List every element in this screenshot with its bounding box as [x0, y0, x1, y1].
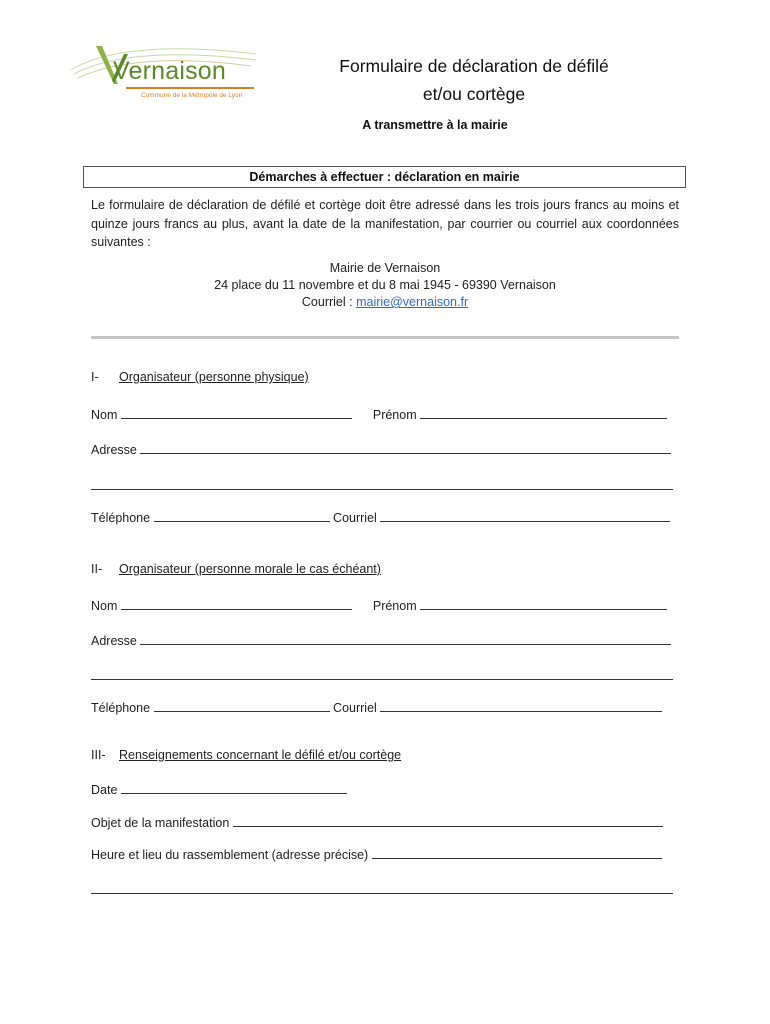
- title-line-2: et/ou cortège: [422, 84, 526, 104]
- section-1-number: I-: [91, 370, 99, 384]
- section-divider: [91, 336, 679, 339]
- adresse-field[interactable]: [140, 632, 671, 645]
- heure-lieu-label: Heure et lieu du rassemblement (adresse précise): [91, 848, 369, 862]
- prenom-label: Prénom: [372, 408, 417, 422]
- section-2-contact-row: [91, 699, 679, 717]
- logo-tagline: Commune de la Métropole de Lyon: [141, 92, 243, 99]
- title-line-1: Formulaire de déclaration de défilé: [339, 56, 609, 76]
- email-link[interactable]: mairie@vernaison.fr: [356, 295, 469, 309]
- heure-lieu-field[interactable]: [372, 846, 662, 859]
- section-3-number: III-: [91, 748, 106, 762]
- adresse-label: Adresse: [91, 443, 137, 457]
- section-1-name-row: [91, 406, 679, 424]
- telephone-field[interactable]: [154, 509, 330, 522]
- section-2-address-row: [91, 632, 679, 650]
- intro-paragraph: Le formulaire de déclaration de défilé et cortège doit être adressé dans les trois jours francs au moins et quinze jours francs au plus, avant la date de la manifestation, par courrier ou courriel aux coordonnées suivantes :: [91, 198, 679, 249]
- nom-field[interactable]: [121, 406, 352, 419]
- courriel-field[interactable]: [380, 699, 662, 712]
- courriel-label: Courriel: [333, 511, 377, 525]
- email-label: Courriel :: [301, 295, 357, 309]
- section-3-title: Renseignements concernant le défilé et/ou cortège: [119, 748, 402, 762]
- procedure-heading-box: Démarches à effectuer : déclaration en mairie: [83, 166, 686, 188]
- mairie-email-line: [91, 294, 679, 311]
- section-2-heading: [91, 562, 679, 580]
- section-1-address-row: [91, 441, 679, 459]
- prenom-field[interactable]: [420, 406, 667, 419]
- logo-name: Vernaison: [113, 57, 226, 85]
- nom-label: Nom: [91, 599, 118, 613]
- adresse-field-2[interactable]: [91, 667, 673, 680]
- nom-label: Nom: [91, 408, 118, 422]
- section-3-date-row: [91, 781, 679, 799]
- prenom-label: Prénom: [372, 599, 417, 613]
- section-2-title: Organisateur (personne morale le cas échéant): [119, 562, 381, 576]
- objet-label: Objet de la manifestation: [91, 816, 230, 830]
- subtitle: A transmettre à la mairie: [362, 118, 508, 132]
- section-2-number: II-: [91, 562, 103, 576]
- vernaison-logo: [66, 40, 266, 108]
- page-title: [304, 52, 644, 108]
- telephone-field[interactable]: [154, 699, 330, 712]
- section-3-objet-row: [91, 814, 679, 832]
- telephone-label: Téléphone: [91, 511, 151, 525]
- section-1-title: Organisateur (personne physique): [119, 370, 309, 384]
- adresse-label: Adresse: [91, 634, 137, 648]
- date-label: Date: [91, 783, 118, 797]
- section-2-name-row: [91, 597, 679, 615]
- telephone-label: Téléphone: [91, 701, 151, 715]
- section-3-heure-row: [91, 846, 679, 864]
- prenom-field[interactable]: [420, 597, 667, 610]
- courriel-field[interactable]: [380, 509, 670, 522]
- objet-field[interactable]: [233, 814, 663, 827]
- nom-field[interactable]: [121, 597, 352, 610]
- section-1-address-row-2: [91, 477, 679, 495]
- courriel-label: Courriel: [333, 701, 377, 715]
- heure-lieu-field-2[interactable]: [91, 881, 673, 894]
- section-1-heading: [91, 370, 679, 388]
- mairie-street: 24 place du 11 novembre et du 8 mai 1945 - 69390 Vernaison: [214, 278, 556, 292]
- adresse-field-2[interactable]: [91, 477, 673, 490]
- adresse-field[interactable]: [140, 441, 671, 454]
- section-3-heading: [91, 748, 679, 766]
- mairie-name: Mairie de Vernaison: [329, 261, 441, 275]
- date-field[interactable]: [121, 781, 347, 794]
- section-2-address-row-2: [91, 667, 679, 685]
- section-1-contact-row: [91, 509, 679, 527]
- section-3-heure-row-2: [91, 881, 679, 899]
- mairie-address: [91, 260, 679, 311]
